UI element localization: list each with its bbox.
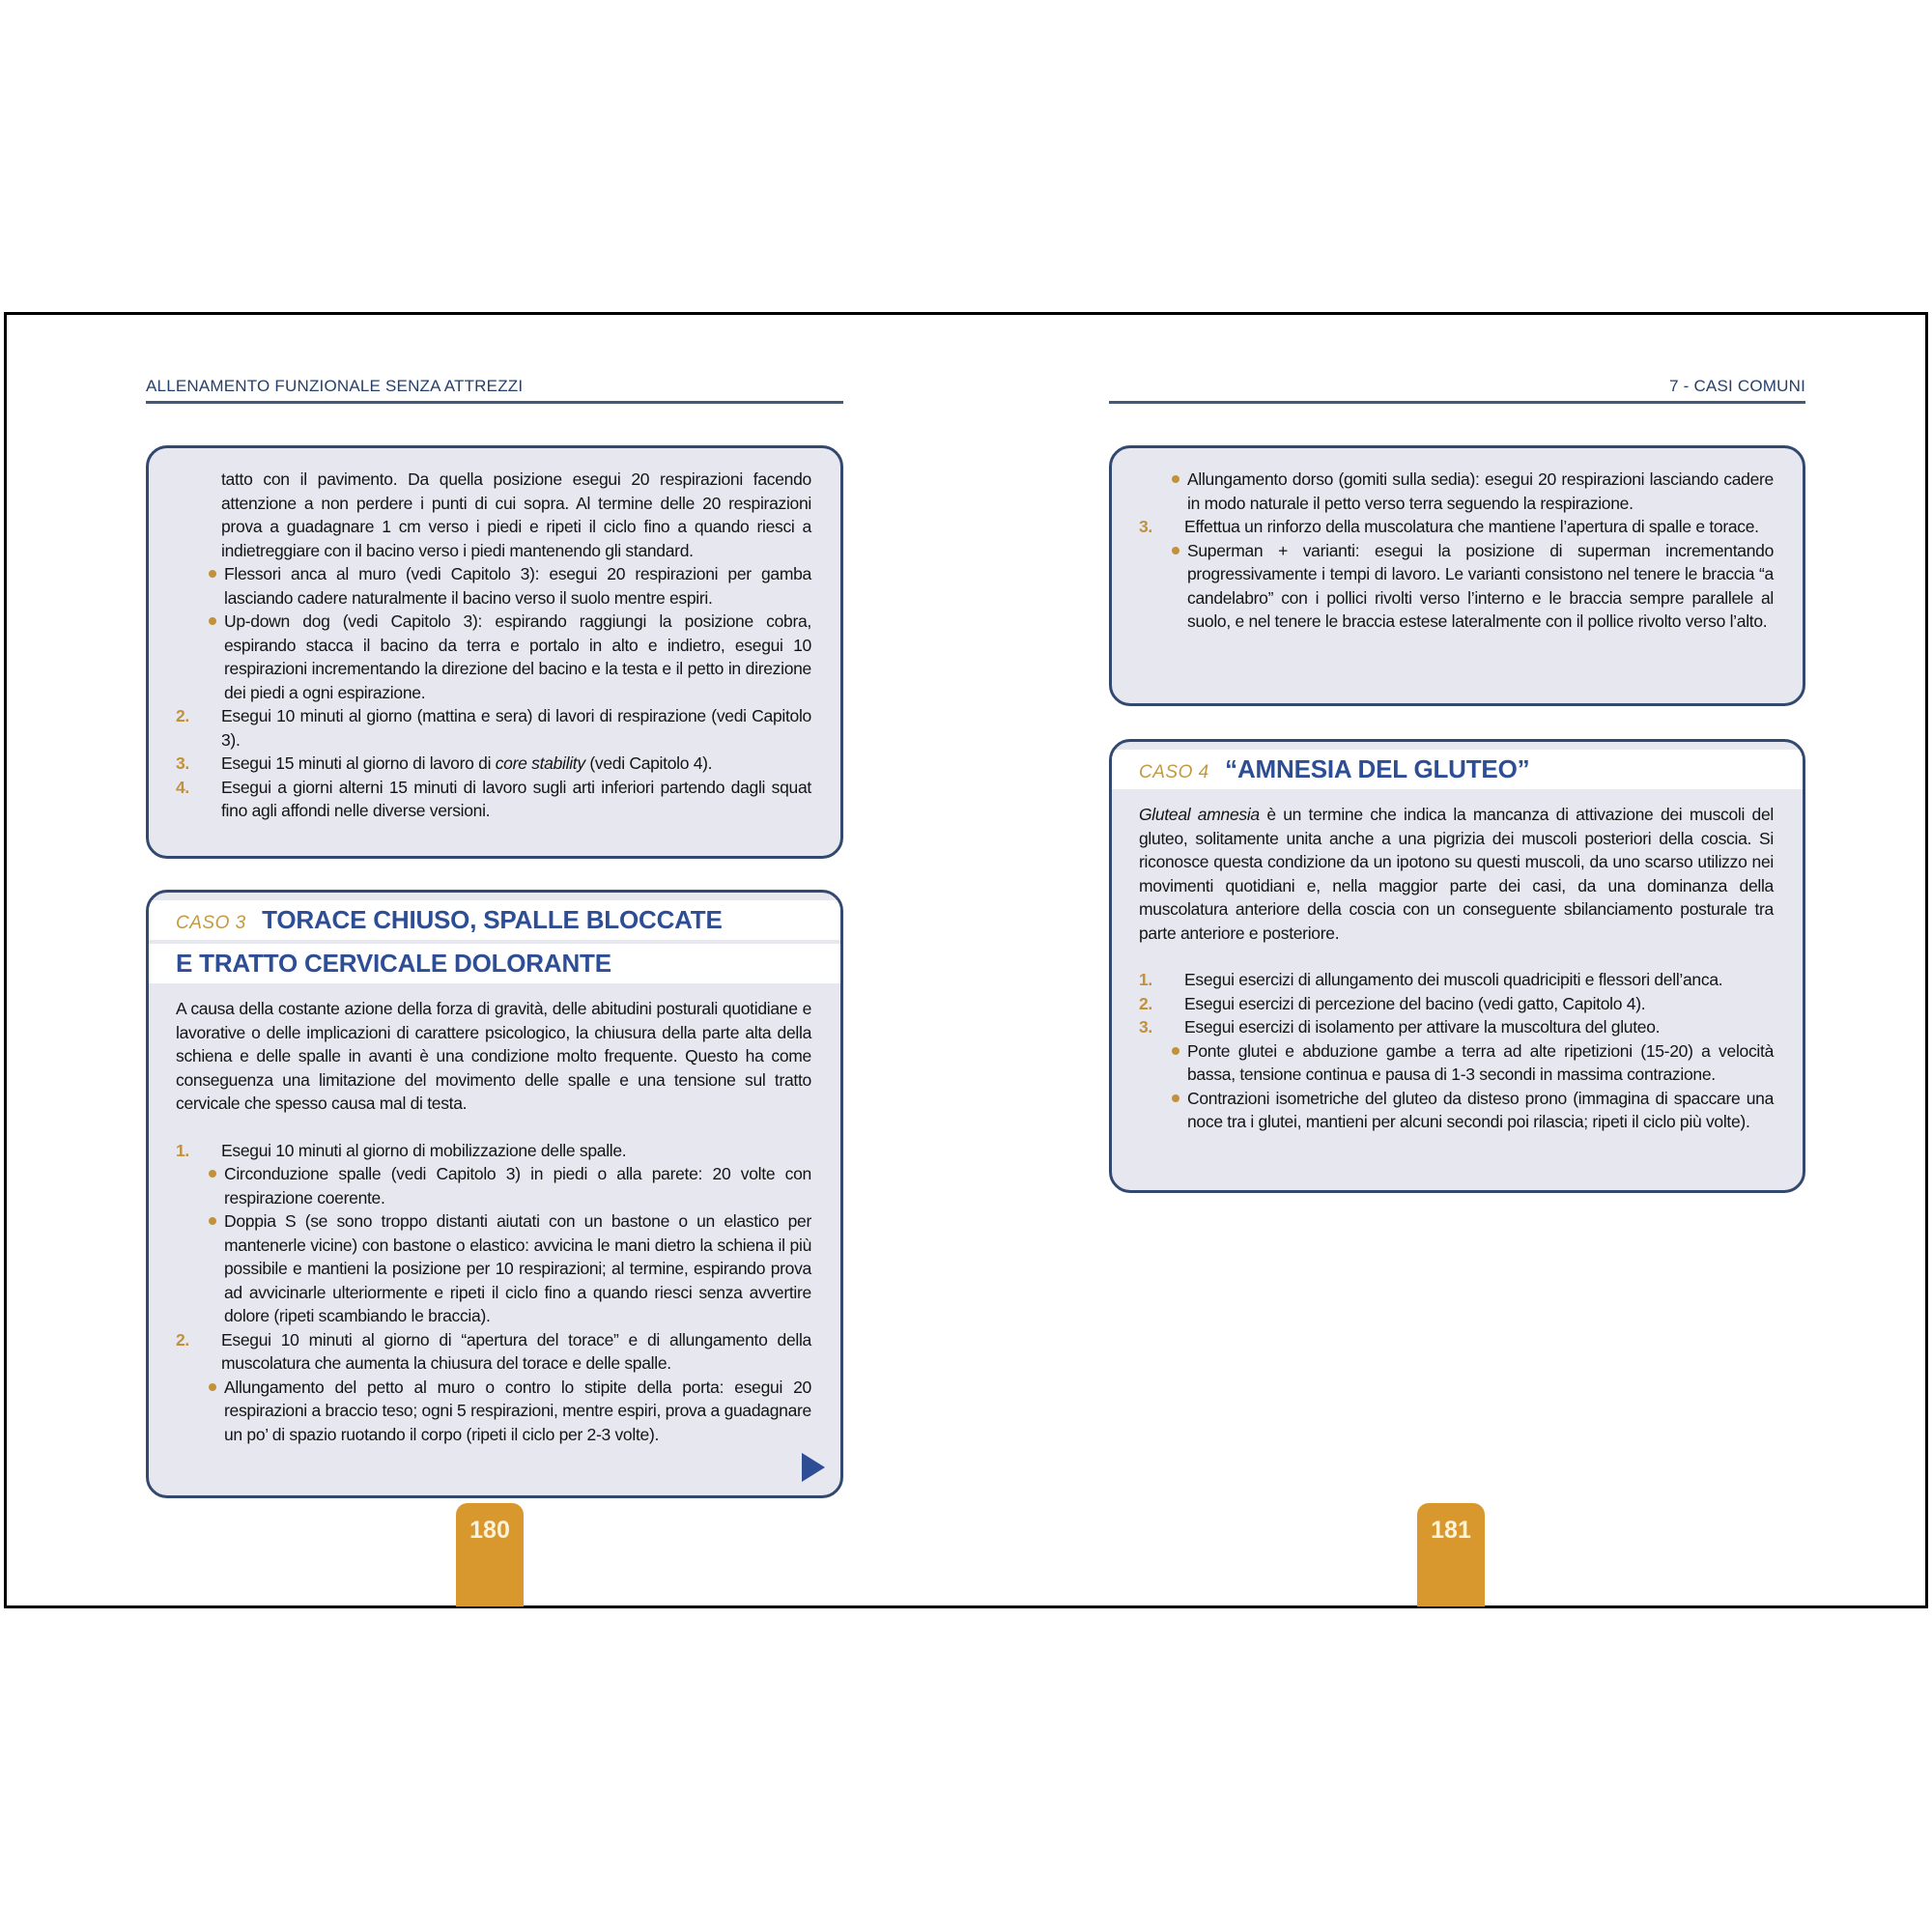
bullet-icon (209, 1217, 216, 1225)
left-running-head (146, 373, 843, 404)
bullet-icon (1172, 1094, 1179, 1102)
bullet-icon (1172, 475, 1179, 483)
item-text: Effettua un rinforzo della muscolatura che mantiene l’apertura di spalle e torace. (1184, 517, 1759, 536)
caso3-box-body (149, 983, 840, 1462)
bullet-item (1139, 468, 1774, 515)
numbered-item (1139, 992, 1774, 1016)
item-number: 3. (1139, 517, 1152, 536)
caso4-box (1109, 739, 1805, 1193)
caso3-intro: A causa della costante azione della forza di gravità, delle abitudini posturali quotidiane e lavorative o delle implicazioni di carattere psicologico, la chiusura della parte alta della schiena e delle spalle in avanti è una condizione molto frequente. Questo ha come conseguenza una limitazione del movimento delle spalle e una tensione sul tratto cervicale che spesso causa mal di testa. (176, 999, 811, 1113)
item-number: 2. (176, 1329, 189, 1350)
right-continuation-box-body (1112, 448, 1803, 649)
caso3-box (146, 890, 843, 1498)
bullet-text: Flessori anca al muro (vedi Capitolo 3): esegui 20 respirazioni per gamba lasciando cadere naturalmente il bacino verso il suolo mentre espiri. (224, 564, 811, 608)
bullet-icon (1172, 1047, 1179, 1055)
caso3-title-band-1 (149, 900, 840, 940)
bullet-text: Allungamento dorso (gomiti sulla sedia): esegui 20 respirazioni lasciando cadere in modo naturale il petto verso terra seguendo la respirazione. (1187, 469, 1774, 513)
right-continuation-box (1109, 445, 1805, 706)
left-continuation-box (146, 445, 843, 859)
bullet-text: Circonduzione spalle (vedi Capitolo 3) in piedi o alla parete: 20 volte con respirazione coerente. (224, 1164, 811, 1208)
numbered-item (1139, 515, 1774, 539)
page-frame (4, 312, 1928, 1608)
item-text: Esegui esercizi di percezione del bacino (vedi gatto, Capitolo 4). (1184, 993, 1646, 1013)
bullet-item (1139, 1039, 1774, 1087)
caso4-title-band (1112, 750, 1803, 789)
left-running-head-text: ALLENAMENTO FUNZIONALE SENZA ATTREZZI (146, 377, 524, 395)
item-text: Esegui a giorni alterni 15 minuti di lavoro sugli arti inferiori partendo dagli squat fino agli affondi nelle diverse versioni. (221, 777, 811, 820)
item-text: Esegui esercizi di isolamento per attivare la muscoltura del gluteo. (1184, 1017, 1661, 1037)
item-text: Esegui esercizi di allungamento dei muscoli quadricipiti e flessori dell’anca. (1184, 970, 1723, 989)
bullet-text: Contrazioni isometriche del gluteo da disteso prono (immagina di spaccare una noce tra i glutei, mantieni per alcuni secondi poi rilascia; ripeti il ciclo più volte). (1187, 1088, 1774, 1131)
item-number: 1. (176, 1140, 189, 1160)
caso4-intro: Gluteal amnesia è un termine che indica la mancanza di attivazione dei muscoli del gluteo, solitamente unita anche a una pigrizia dei muscoli posteriori della coscia. Si riconosce questa condizione da un ipotono su questi muscoli, da uno scarso utilizzo nei movimenti quotidiani e, nella maggior parte dei casi, da una dominanza della muscolatura anteriore della coscia con un conseguente sbilanciamento posturale tra parte anteriore e posteriore. (1139, 805, 1774, 943)
item-number: 3. (1139, 1017, 1152, 1037)
bullet-icon (209, 1383, 216, 1391)
numbered-item (1139, 1015, 1774, 1039)
bullet-text: Allungamento del petto al muro o contro lo stipite della porta: esegui 20 respirazioni a braccio teso; ogni 5 respirazioni, mentre espiri, prova a guadagnare un po’ di spazio ruotando il corpo (ripeti il ciclo per 2-3 volte). (224, 1377, 811, 1444)
item-number: 2. (1139, 993, 1152, 1013)
bullet-item (1139, 1087, 1774, 1134)
page-number-tab-left: 180 (456, 1503, 524, 1606)
caso4-title: “AMNESIA DEL GLUTEO” (1225, 754, 1530, 783)
caso3-title-line2: E TRATTO CERVICALE DOLORANTE (176, 949, 611, 978)
numbered-item (176, 752, 811, 776)
caso4-top-strip (1112, 742, 1803, 750)
right-running-head (1109, 373, 1805, 404)
numbered-item (176, 1328, 811, 1376)
bullet-icon (209, 570, 216, 578)
page-number-tab-right: 181 (1417, 1503, 1485, 1606)
bullet-item (1139, 539, 1774, 634)
numbered-item (176, 1139, 811, 1163)
item-text: Esegui 10 minuti al giorno di mobilizzazione delle spalle. (221, 1140, 627, 1160)
caso3-title-band-2 (149, 944, 840, 983)
numbered-item (176, 776, 811, 823)
item-text: Esegui 10 minuti al giorno di “apertura del torace” e di allungamento della muscolatura che aumenta la chiusura del torace e delle spalle. (221, 1329, 811, 1373)
paragraph: tatto con il pavimento. Da quella posizione esegui 20 respirazioni facendo attenzione a non perdere i punti di cui sopra. Al termine delle 20 respirazioni prova a guadagnare 1 cm verso i piedi e ripeti il ciclo fino a quando riesci a indietreggiare con il bacino verso i piedi mantenendo gli standard. (221, 469, 811, 560)
continuation-arrow-icon (802, 1453, 825, 1482)
bullet-text: Ponte glutei e abduzione gambe a terra ad alte ripetizioni (15-20) a velocità bassa, tensione continua e pausa di 1-3 secondi in massima contrazione. (1187, 1040, 1774, 1084)
bullet-text: Superman + varianti: esegui la posizione di superman incrementando progressivamente i tempi di lavoro. Le varianti consistono nel tenere le braccia “a candelabro” con i pollici rivolti verso l’interno e le braccia sempre parallele al suolo, e nel tenere le braccia estese lateralmente con il pollice rivolto verso l’alto. (1187, 540, 1774, 631)
numbered-item (1139, 968, 1774, 992)
bullet-icon (1172, 547, 1179, 554)
caso3-top-strip (149, 893, 840, 900)
bullet-item (176, 562, 811, 610)
bullet-item (176, 1376, 811, 1447)
item-number: 3. (176, 753, 189, 773)
caso3-title-line1: TORACE CHIUSO, SPALLE BLOCCATE (262, 905, 723, 934)
item-text: Esegui 15 minuti al giorno di lavoro di core stability (vedi Capitolo 4). (221, 753, 713, 773)
caso3-label: CASO 3 (176, 913, 246, 933)
item-number: 2. (176, 706, 189, 725)
item-number: 4. (176, 777, 189, 797)
caso4-box-body (1112, 789, 1803, 1150)
item-text: Esegui 10 minuti al giorno (mattina e sera) di lavori di respirazione (vedi Capitolo 3). (221, 706, 811, 750)
bullet-item (176, 1162, 811, 1209)
bullet-item (176, 1209, 811, 1328)
item-number: 1. (1139, 970, 1152, 989)
numbered-item (176, 704, 811, 752)
caso4-label: CASO 4 (1139, 762, 1209, 782)
bullet-item (176, 610, 811, 704)
bullet-text: Up-down dog (vedi Capitolo 3): espirando raggiungi la posizione cobra, espirando stacca il bacino da terra e portalo in alto e indietro, esegui 10 respirazioni incrementando la direzione del bacino e la testa e il petto in direzione dei piedi a ogni espirazione. (224, 611, 811, 702)
bullet-icon (209, 1170, 216, 1178)
bullet-text: Doppia S (se sono troppo distanti aiutati con un bastone o un elastico per mantenerle vicine) con bastone o elastico: avvicina le mani dietro la schiena il più possibile e mantieni la posizione per 10 respirazioni; al termine, espirando prova ad avvicinarle ulteriormente e ripeti il ciclo fino a quando riesci senza avvertire dolore (ripeti scambiando le braccia). (224, 1211, 811, 1325)
left-continuation-box-body (149, 448, 840, 838)
bullet-icon (209, 617, 216, 625)
right-running-head-text: 7 - CASI COMUNI (1669, 377, 1805, 395)
